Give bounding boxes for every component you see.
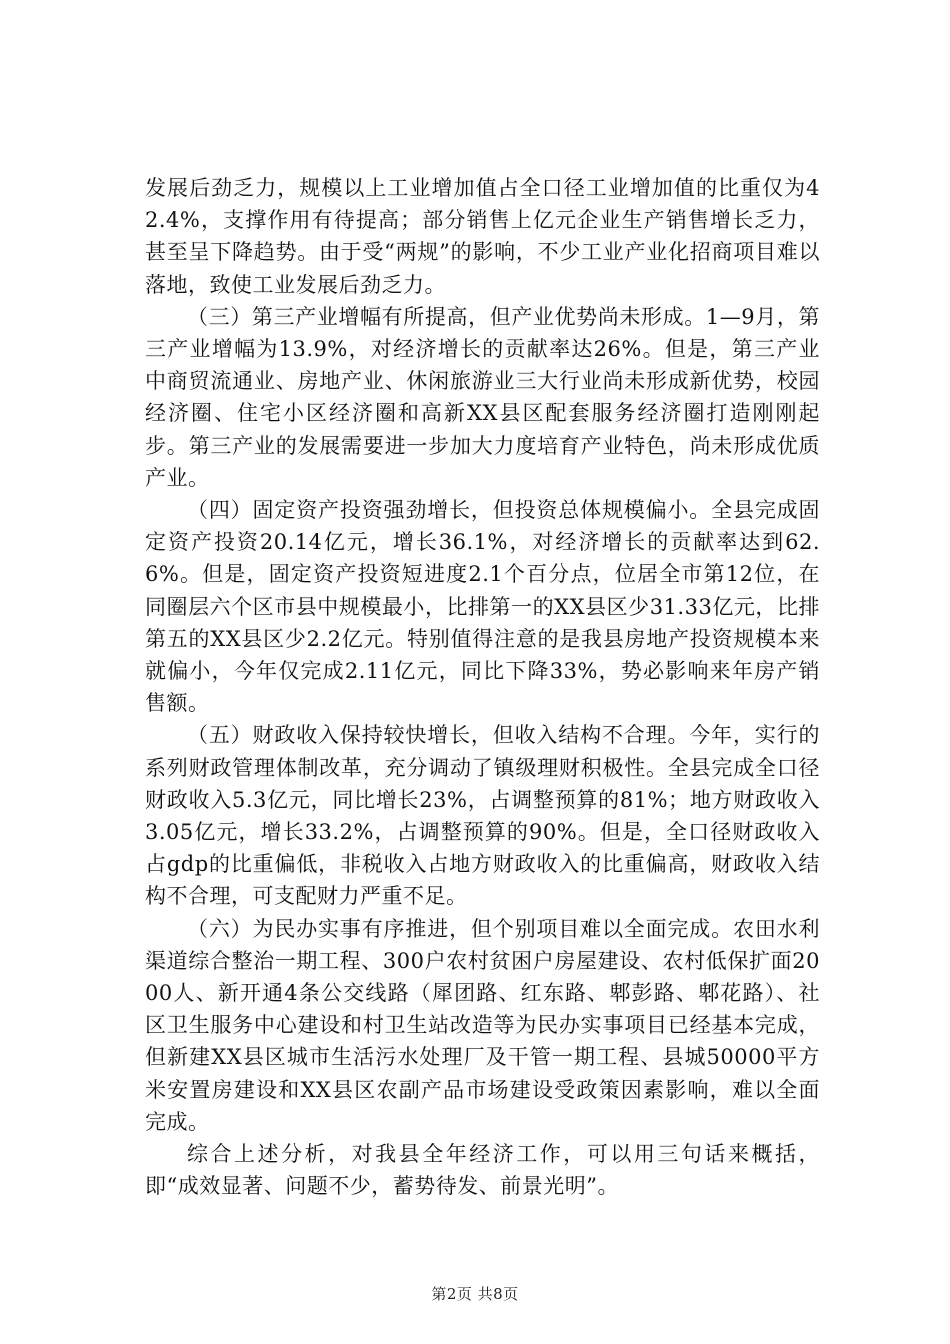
paragraph-fiscal-revenue: （五）财政收入保持较快增长，但收入结构不合理。今年，实行的系列财政管理体制改革，充分调动了镇级理财积极性。全县完成全口径财政收入5.3亿元，同比增长23%，占调整预算的81%；地方财政收入3.05亿元，增长33.2%，占调整预算的90%。但是，全口径财政收入占gdp的比重偏低，非税收入占地方财政收入的比重偏高，财政收入结构不合理，可支配财力严重不足。 xyxy=(145,723,820,909)
page-number-footer: 第2页 共8页 xyxy=(431,1285,519,1303)
paragraph-tertiary-industry: （三）第三产业增幅有所提高，但产业优势尚未形成。1—9月，第三产业增幅为13.9%，对经济增长的贡献率达26%。但是，第三产业中商贸流通业、房地产业、休闲旅游业三大行业尚未形成新优势，校园经济圈、住宅小区经济圈和高新XX县区配套服务经济圈打造刚刚起步。第三产业的发展需要进一步加大力度培育产业特色，尚未形成优质产业。 xyxy=(145,304,820,490)
paragraph-summary: 综合上述分析，对我县全年经济工作，可以用三句话来概括，即“成效显著、问题不少，蓄势待发、前景光明”。 xyxy=(145,1142,820,1199)
paragraph-continuation: 发展后劲乏力，规模以上工业增加值占全口径工业增加值的比重仅为42.4%，支撑作用有待提高；部分销售上亿元企业生产销售增长乏力，甚至呈下降趋势。由于受“两规”的影响，不少工业产业化招商项目难以落地，致使工业发展后劲乏力。 xyxy=(145,176,820,297)
document-body xyxy=(145,172,820,1203)
paragraph-public-projects: （六）为民办实事有序推进，但个别项目难以全面完成。农田水利渠道综合整治一期工程、300户农村贫困户房屋建设、农村低保扩面2000人、新开通4条公交线路（犀团路、红东路、郫彭路、郫花路）、社区卫生服务中心建设和村卫生站改造等为民办实事项目已经基本完成，但新建XX县区城市生活污水处理厂及干管一期工程、县城50000平方米安置房建设和XX县区农副产品市场建设受政策因素影响，难以全面完成。 xyxy=(145,916,820,1134)
paragraph-fixed-asset-investment: （四）固定资产投资强劲增长，但投资总体规模偏小。全县完成固定资产投资20.14亿元，增长36.1%，对经济增长的贡献率达到62.6%。但是，固定资产投资短进度2.1个百分点，位居全市第12位，在同圈层六个区市县中规模最小，比排第一的XX县区少31.33亿元，比排第五的XX县区少2.2亿元。特别值得注意的是我县房地产投资规模本来就偏小，今年仅完成2.11亿元，同比下降33%，势必影响来年房产销售额。 xyxy=(145,498,820,716)
